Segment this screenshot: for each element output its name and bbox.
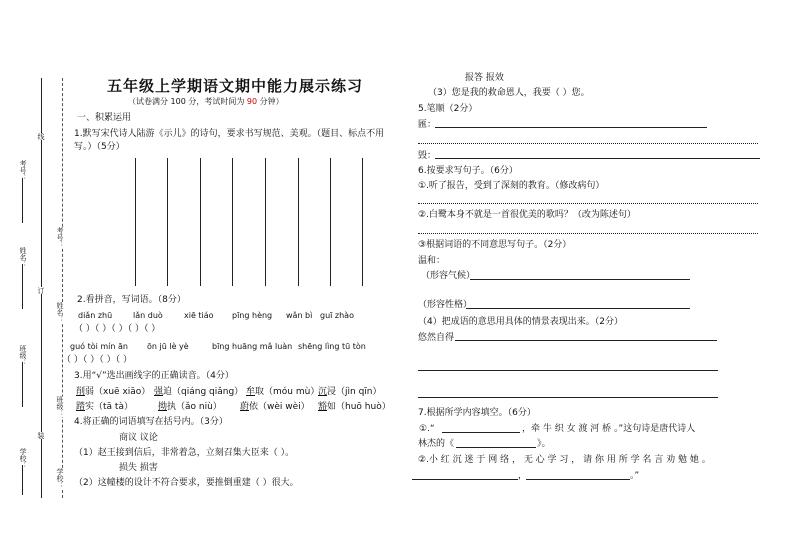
exam-no-label: 考号： bbox=[19, 160, 27, 181]
section-heading: 一、积累运用 bbox=[77, 113, 132, 123]
reading-option[interactable]: 牟取（móu mù） bbox=[246, 387, 320, 397]
q7-answer-line-title[interactable] bbox=[456, 447, 536, 448]
cut-order-mark: 订 bbox=[37, 287, 45, 294]
reading-option[interactable]: 蔚依（wèi wèi） bbox=[240, 402, 310, 412]
q4-sentence-1[interactable]: （1）赵王接到信后，非常着急，立刻召集大臣来（ ）。 bbox=[74, 448, 295, 458]
pinyin: wǎn bì bbox=[286, 311, 313, 320]
name-label: 姓名： bbox=[19, 247, 27, 268]
cut-bind-mark: 装 bbox=[37, 432, 45, 439]
q7-comma: ， bbox=[518, 471, 528, 481]
q1-text-2: 写。）（5分） bbox=[74, 142, 125, 152]
q6-answer-line-idiom-2[interactable] bbox=[418, 370, 718, 371]
inner-school-mark: 学校： bbox=[56, 468, 64, 489]
school-blank[interactable] bbox=[22, 465, 23, 495]
reading-option[interactable]: 踏实（tā tà） bbox=[76, 402, 133, 412]
q6-text: 6.按要求写句子。（6分） bbox=[418, 166, 518, 176]
q7-item-1-start: ①.“ bbox=[419, 424, 435, 434]
pinyin: pīng hèng bbox=[232, 311, 273, 320]
q7-item-2: ②.小 红 沉 迷 于 网 络 ， 无 心 学 习 ， 请 你 用 所 学 名 言 劝 勉 她 。 bbox=[418, 455, 711, 465]
answer-parens-row-2[interactable]: （ ）（ ）（ ）（ ） bbox=[62, 355, 132, 365]
pinyin: bīng huāng mǎ luàn bbox=[212, 342, 293, 351]
answer-parens-row-1[interactable]: （ ）（ ）（ ）（ ）（ ） bbox=[74, 324, 161, 334]
reading-option[interactable]: 豁如（huō huò） bbox=[318, 402, 391, 412]
q6-answer-line-temper[interactable] bbox=[466, 308, 690, 309]
inner-name-mark: 姓名： bbox=[56, 302, 64, 323]
exam-subtitle: （试卷满分 100 分，考试时间为 90 分钟） bbox=[128, 97, 284, 106]
q6-item-4: （4）把成语的意思用具体的情景表现出来。（2分） bbox=[418, 317, 623, 327]
grid-line bbox=[298, 158, 299, 286]
q5-item-b: 毁： bbox=[418, 151, 437, 161]
pinyin: lǎn duò bbox=[133, 311, 163, 320]
pinyin: guó tòi mín ān bbox=[70, 342, 128, 351]
pinyin: diǎn zhū bbox=[78, 311, 113, 320]
q5-text: 5.笔顺（2分） bbox=[418, 104, 478, 114]
reading-option[interactable]: 沉浸（jìn qīn） bbox=[318, 387, 382, 397]
reading-option[interactable]: 削弱（xuē xiāo） bbox=[76, 387, 151, 397]
grid-line bbox=[167, 158, 168, 286]
q4-text: 4.将正确的词语填写在括号内。（3分） bbox=[74, 417, 228, 427]
name-blank[interactable] bbox=[22, 264, 23, 309]
q2-text: 2.看拼音，写词语。（8分） bbox=[77, 295, 186, 305]
inner-class-mark: 班级： bbox=[56, 396, 64, 417]
q5-answer-line-b[interactable] bbox=[435, 158, 760, 159]
grid-line bbox=[135, 158, 136, 286]
q6-idiom: 悠然自得 bbox=[418, 333, 455, 343]
q4-word-choices-1: 商议 议论 bbox=[119, 433, 158, 443]
q6-answer-line-1[interactable] bbox=[418, 203, 758, 204]
school-label: 学校： bbox=[19, 448, 27, 469]
q6-sense-temper: （形容性格） bbox=[418, 300, 473, 310]
class-blank[interactable] bbox=[22, 362, 23, 407]
grid-line bbox=[330, 158, 331, 286]
binding-line-inner bbox=[62, 78, 63, 498]
q6-word: 温和： bbox=[418, 256, 446, 266]
q5-item-a: 匯： bbox=[418, 120, 437, 130]
exam-time-value: 90 bbox=[246, 97, 258, 106]
q4-sentence-3[interactable]: （3）您是我的救命恩人，我要（ ）您。 bbox=[428, 88, 590, 98]
q7-text: 7.根据所学内容填空。（6分） bbox=[418, 408, 536, 418]
reading-option[interactable]: 拗执（ǎo niù） bbox=[158, 402, 222, 412]
q4-word-choices-2: 损失 损害 bbox=[119, 463, 158, 473]
q3-text: 3.用“√”选出画线字的正确读音。（4分） bbox=[74, 371, 234, 381]
q6-answer-line-climate[interactable] bbox=[470, 279, 690, 280]
reading-option[interactable]: 强迫（qiáng qiǎng） bbox=[154, 387, 244, 397]
grid-line bbox=[362, 158, 363, 286]
q7-item-2-end: 。” bbox=[630, 471, 640, 481]
q7-answer-line-quote-1[interactable] bbox=[412, 479, 518, 480]
q7-item-1-middle: ，牵 牛 织 女 渡 河 桥 。”这句诗是唐代诗人 bbox=[522, 424, 696, 434]
q1-text: 1.默写宋代诗人陆游《示儿》的诗句，要求书写规范、美观。（题目、标点不用 bbox=[74, 129, 385, 139]
q4-sentence-2[interactable]: （2）这幢楼的设计不符合要求，要推倒重建（ ）很大。 bbox=[74, 478, 299, 488]
inner-exam-no-mark: 考号： bbox=[56, 227, 64, 248]
q6-answer-line-2[interactable] bbox=[418, 233, 758, 234]
q6-answer-line-idiom-1[interactable] bbox=[455, 340, 717, 341]
q7-answer-line-quote-2[interactable] bbox=[526, 479, 630, 480]
q7-item-1-end: 》。 bbox=[537, 439, 551, 449]
q7-item-1-author: 林杰的《 bbox=[418, 439, 455, 449]
q6-sense-climate: （形容气候） bbox=[421, 271, 476, 281]
q5-answer-line-a[interactable] bbox=[435, 127, 707, 128]
page-title: 五年级上学期语文期中能力展示练习 bbox=[107, 77, 364, 95]
grid-line bbox=[232, 158, 233, 286]
cut-line-mark: 线 bbox=[37, 133, 45, 140]
grid-line bbox=[200, 158, 201, 286]
exam-no-blank[interactable] bbox=[22, 178, 23, 223]
q6-item-3: ③根据词语的不同意思写句子。（2分） bbox=[418, 240, 572, 250]
q5-spacer-line bbox=[418, 143, 758, 144]
pinyin: ōn jū lè yè bbox=[147, 342, 189, 351]
q7-answer-line-poem[interactable] bbox=[442, 432, 520, 433]
grid-line bbox=[265, 158, 266, 286]
q6-item-2: ②.白鹭本身不就是一首很优美的歌吗？（改为陈述句） bbox=[418, 210, 636, 220]
pinyin: guī zhào bbox=[320, 311, 354, 320]
q6-answer-line-idiom-3[interactable] bbox=[418, 397, 718, 398]
q6-item-1: ①.听了报告，受到了深刻的教育。（修改病句） bbox=[418, 181, 605, 191]
class-label: 班级： bbox=[19, 345, 27, 366]
q4-word-choices-3: 报答 报效 bbox=[465, 73, 504, 83]
pinyin: xiē tiáo bbox=[184, 311, 214, 320]
pinyin: shēng lìng tū tòn bbox=[298, 342, 366, 351]
